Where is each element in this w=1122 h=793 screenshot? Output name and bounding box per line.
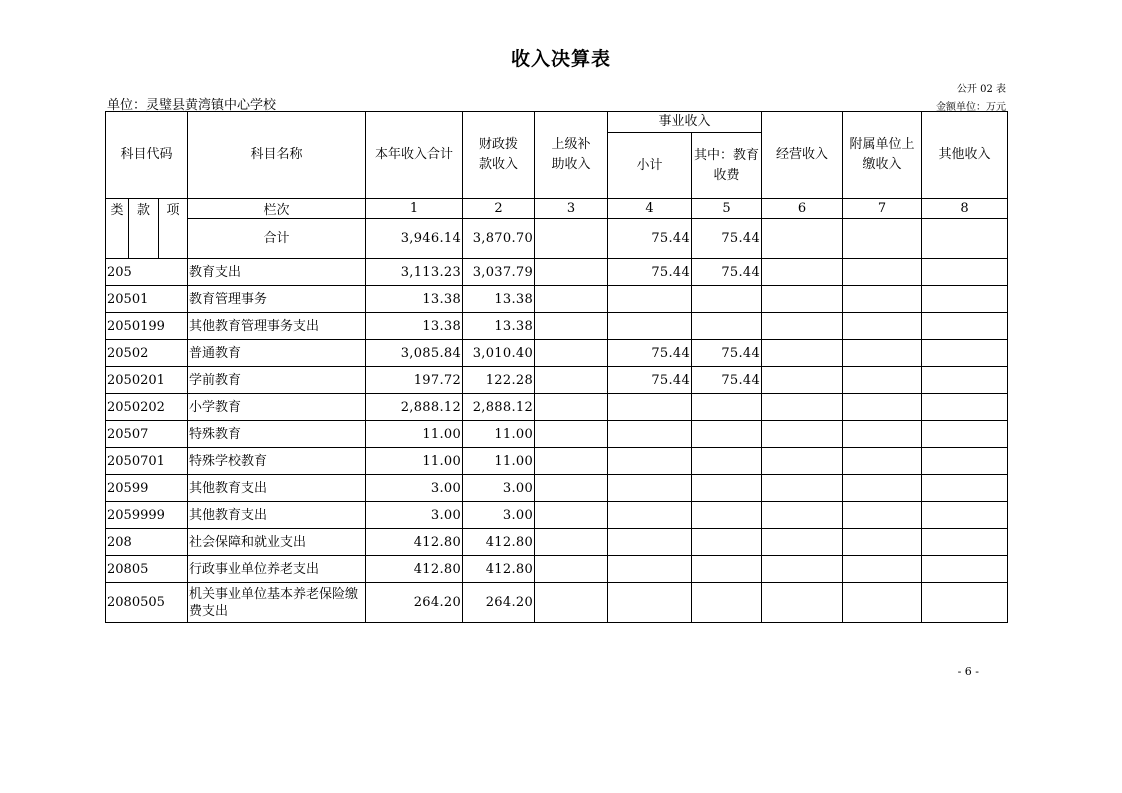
operating-cell [762,394,843,421]
fiscal-cell: 122.28 [463,367,535,394]
edu-fee-cell [692,475,762,502]
subject-name-cell: 教育管理事务 [188,286,366,313]
total-cell: 11.00 [366,448,463,475]
income-table [105,111,1008,623]
subject-name-cell: 其他教育支出 [188,475,366,502]
fiscal-cell: 412.80 [463,556,535,583]
affiliated-cell [843,502,922,529]
table-row [106,448,1008,475]
header-operating: 经营收入 [762,112,843,199]
total-cell: 2,888.12 [366,394,463,421]
column-index: 6 [762,199,843,219]
subject-name-cell: 普通教育 [188,340,366,367]
header-subject-name: 科目名称 [188,112,366,199]
amount-unit-label: 金额单位：万元 [936,102,1006,113]
affiliated-cell [843,259,922,286]
total-cell: 412.80 [366,556,463,583]
page-title: 收入决算表 [510,48,611,70]
header-subtotal: 小计 [608,133,692,199]
subject-name-cell: 特殊教育 [188,421,366,448]
total-cell: 3.00 [366,502,463,529]
edu-fee-cell [692,502,762,529]
table-row [106,340,1008,367]
form-number: 公开 02 表 [956,84,1006,95]
header-subject-code: 科目代码 [106,112,188,199]
edu-fee-cell [692,583,762,623]
table-row [106,313,1008,340]
subject-code-cell: 20501 [106,286,188,313]
affiliated-cell [843,421,922,448]
affiliated-cell [843,448,922,475]
other-cell [922,583,1008,623]
edu-fee-cell [692,556,762,583]
total-cell: 13.38 [366,313,463,340]
edu-fee-cell [692,313,762,340]
fiscal-cell: 3.00 [463,475,535,502]
column-index: 3 [535,199,608,219]
table-row [106,367,1008,394]
column-index: 7 [843,199,922,219]
affiliated-cell [843,286,922,313]
affiliated-cell [843,475,922,502]
affiliated-cell [843,313,922,340]
affiliated-cell [843,529,922,556]
superior-cell [535,529,608,556]
unit-label: 单位：灵璧县黄湾镇中心学校 [107,98,277,113]
edu-fee-cell: 75.44 [692,340,762,367]
fiscal-cell: 3.00 [463,502,535,529]
other-cell [922,475,1008,502]
superior-cell [535,367,608,394]
header-xiang: 项 [159,199,188,259]
subject-name-cell: 机关事业单位基本养老保险缴费支出 [188,583,366,623]
subject-code-cell: 2050201 [106,367,188,394]
subject-code-cell: 2050199 [106,313,188,340]
other-cell [922,448,1008,475]
superior-cell [535,502,608,529]
subject-name-cell: 社会保障和就业支出 [188,529,366,556]
header-lei: 类 [106,199,129,259]
subject-name-cell: 小学教育 [188,394,366,421]
header-kuan: 款 [129,199,159,259]
affiliated-cell [843,367,922,394]
fiscal-cell: 13.38 [463,286,535,313]
fiscal-cell: 264.20 [463,583,535,623]
total-income-cell: 3,946.14 [366,219,463,259]
fiscal-cell: 11.00 [463,448,535,475]
subtotal-cell: 75.44 [608,340,692,367]
superior-cell [535,556,608,583]
operating-cell [762,502,843,529]
edu-fee-cell: 75.44 [692,259,762,286]
column-index: 8 [922,199,1008,219]
subject-code-cell: 20502 [106,340,188,367]
subject-name-cell: 行政事业单位养老支出 [188,556,366,583]
total-row [106,219,1008,259]
superior-cell [535,394,608,421]
header-affiliated: 附属单位上 缴收入 [843,112,922,199]
superior-cell [535,286,608,313]
other-cell [922,367,1008,394]
fiscal-cell: 13.38 [463,313,535,340]
subject-name-cell: 学前教育 [188,367,366,394]
operating-cell [762,421,843,448]
header-fiscal: 财政拨 款收入 [463,112,535,199]
other-cell [922,313,1008,340]
total-cell: 3,085.84 [366,340,463,367]
total-other-cell [922,219,1008,259]
subtotal-cell [608,313,692,340]
total-cell: 264.20 [366,583,463,623]
subtotal-cell: 75.44 [608,259,692,286]
subject-code-cell: 2050202 [106,394,188,421]
affiliated-cell [843,583,922,623]
total-cell: 13.38 [366,286,463,313]
header-other: 其他收入 [922,112,1008,199]
subtotal-cell [608,421,692,448]
edu-fee-cell [692,286,762,313]
other-cell [922,394,1008,421]
other-cell [922,502,1008,529]
affiliated-cell [843,394,922,421]
operating-cell [762,259,843,286]
operating-cell [762,529,843,556]
superior-cell [535,421,608,448]
edu-fee-cell [692,448,762,475]
column-index-label: 栏次 [188,199,366,219]
table-row [106,583,1008,623]
subtotal-cell: 75.44 [608,367,692,394]
operating-cell [762,475,843,502]
total-label: 合计 [188,219,366,259]
table-row [106,475,1008,502]
column-index: 2 [463,199,535,219]
fiscal-cell: 3,010.40 [463,340,535,367]
total-superior-cell [535,219,608,259]
edu-fee-cell [692,394,762,421]
subject-code-cell: 20507 [106,421,188,448]
affiliated-cell [843,340,922,367]
table-row [106,259,1008,286]
subject-code-cell: 2059999 [106,502,188,529]
operating-cell [762,448,843,475]
superior-cell [535,448,608,475]
other-cell [922,529,1008,556]
subtotal-cell [608,394,692,421]
fiscal-cell: 412.80 [463,529,535,556]
subject-code-cell: 2050701 [106,448,188,475]
other-cell [922,421,1008,448]
table-row [106,421,1008,448]
operating-cell [762,556,843,583]
total-cell: 3,113.23 [366,259,463,286]
table-row [106,286,1008,313]
header-edu-fee: 其中：教育 收费 [692,133,762,199]
superior-cell [535,313,608,340]
subject-code-cell: 20599 [106,475,188,502]
operating-cell [762,340,843,367]
superior-cell [535,583,608,623]
operating-cell [762,286,843,313]
fiscal-cell: 3,037.79 [463,259,535,286]
total-cell: 412.80 [366,529,463,556]
subject-name-cell: 其他教育支出 [188,502,366,529]
column-index: 1 [366,199,463,219]
subject-name-cell: 特殊学校教育 [188,448,366,475]
subtotal-cell [608,475,692,502]
edu-fee-cell [692,421,762,448]
header-superior: 上级补 助收入 [535,112,608,199]
edu-fee-cell: 75.44 [692,367,762,394]
table-row [106,394,1008,421]
total-edu-fee-cell: 75.44 [692,219,762,259]
other-cell [922,556,1008,583]
subject-code-cell: 2080505 [106,583,188,623]
superior-cell [535,259,608,286]
subtotal-cell [608,448,692,475]
edu-fee-cell [692,529,762,556]
other-cell [922,286,1008,313]
total-cell: 11.00 [366,421,463,448]
subtotal-cell [608,286,692,313]
other-cell [922,259,1008,286]
header-total-income: 本年收入合计 [366,112,463,199]
operating-cell [762,367,843,394]
subtotal-cell [608,529,692,556]
table-row [106,529,1008,556]
total-fiscal-cell: 3,870.70 [463,219,535,259]
affiliated-cell [843,556,922,583]
page-number: - 6 - [957,665,979,678]
total-subtotal-cell: 75.44 [608,219,692,259]
operating-cell [762,313,843,340]
subtotal-cell [608,502,692,529]
subject-name-cell: 教育支出 [188,259,366,286]
header-business-group: 事业收入 [608,112,762,133]
subject-name-cell: 其他教育管理事务支出 [188,313,366,340]
column-index: 5 [692,199,762,219]
fiscal-cell: 11.00 [463,421,535,448]
superior-cell [535,340,608,367]
subtotal-cell [608,556,692,583]
other-cell [922,340,1008,367]
table-row [106,502,1008,529]
fiscal-cell: 2,888.12 [463,394,535,421]
total-operating-cell [762,219,843,259]
total-cell: 3.00 [366,475,463,502]
subject-code-cell: 20805 [106,556,188,583]
operating-cell [762,583,843,623]
subject-code-cell: 208 [106,529,188,556]
superior-cell [535,475,608,502]
column-index: 4 [608,199,692,219]
total-affiliated-cell [843,219,922,259]
total-cell: 197.72 [366,367,463,394]
subtotal-cell [608,583,692,623]
subject-code-cell: 205 [106,259,188,286]
table-row [106,556,1008,583]
